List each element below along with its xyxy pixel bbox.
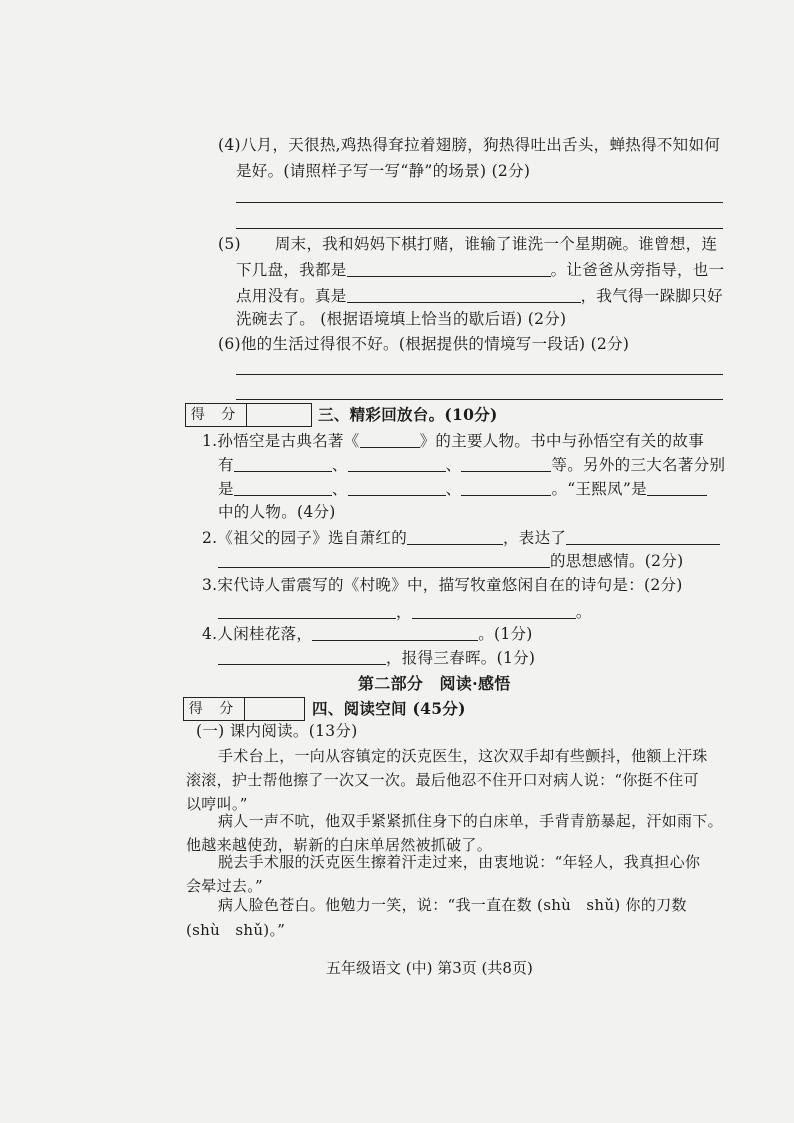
q5-line3: 点用没有。真是 ，我气得一跺脚只好	[236, 287, 723, 305]
s3-q2-blank-work[interactable]	[407, 528, 503, 545]
passage-p2-l2: 他越来越使劲，崭新的白床单居然被抓破了。	[186, 836, 493, 854]
section4-title: 四、阅读空间 (45分)	[312, 699, 466, 718]
s3-q2-blank-feeling1[interactable]	[566, 528, 720, 545]
passage-p4-l2: (shù shǔ)。”	[186, 921, 286, 939]
s3-q3-blank-2[interactable]	[412, 602, 576, 619]
q4-answer-line-1[interactable]	[236, 202, 723, 203]
s3-q2-blank-feeling2[interactable]	[218, 551, 550, 568]
s3-q1-blank-story2[interactable]	[348, 455, 446, 472]
q5-line2: 下几盘，我都是 。让爸爸从旁指导，也一	[236, 261, 725, 279]
s3-q1-line4: 中的人物。(4分)	[218, 503, 336, 521]
passage-p1-l3: 以哼叫。”	[186, 795, 248, 813]
section4-score-label: 得 分	[184, 698, 245, 720]
reading-subtitle: (一) 课内阅读。(13分)	[196, 722, 358, 740]
q6-answer-line-1[interactable]	[236, 374, 723, 375]
q6-line1: (6)他的生活过得很不好。(根据提供的情境写一段话) (2分)	[218, 335, 630, 353]
section4-score-field[interactable]	[245, 698, 304, 720]
s3-q4-line2: ，报得三春晖。(1分)	[218, 647, 535, 669]
q5-line4: 洗碗去了。 (根据语境填上恰当的歇后语) (2分)	[236, 310, 567, 328]
q5-blank-1[interactable]	[347, 260, 551, 277]
passage-p1-l2: 滚滚，护士帮他擦了一次又一次。最后他忍不住开口对病人说：“你挺不住可	[186, 771, 699, 789]
s3-q3-line1: 3.宋代诗人雷震写的《村晚》中，描写牧童悠闲自在的诗句是：(2分)	[202, 576, 683, 594]
q4-line1: (4)八月，天很热,鸡热得耷拉着翅膀，狗热得吐出舌头，蝉热得不知如何	[218, 136, 721, 154]
s3-q1-line1: 1.孙悟空是古典名著《 》的主要人物。书中与孙悟空有关的故事	[202, 432, 704, 450]
q5-blank-2[interactable]	[347, 286, 581, 303]
section3-title: 三、精彩回放台。(10分)	[318, 405, 498, 424]
s3-q3-line2: ， 。	[218, 601, 592, 623]
s3-q1-blank-novel2[interactable]	[348, 479, 446, 496]
part2-title: 第二部分 阅读·感悟	[358, 674, 511, 693]
s3-q1-blank-wangxifeng[interactable]	[647, 479, 707, 496]
passage-p3-l1: 脱去手术服的沃克医生擦着汗走过来，由衷地说：“年轻人，我真担心你	[218, 853, 701, 871]
q5-text1: 周末，我和妈妈下棋打赌，谁输了谁洗一个星期碗。谁曾想，连	[274, 235, 718, 253]
s3-q1-blank-novel1[interactable]	[234, 479, 332, 496]
passage-p2-l1: 病人一声不吭，他双手紧紧抓住身下的白床单，手背青筋暴起，汗如雨下。	[218, 812, 723, 830]
passage-p1-l1: 手术台上，一向从容镇定的沃克医生，这次双手却有些颤抖，他额上汗珠	[218, 747, 708, 765]
q5-number: (5)	[218, 235, 241, 253]
s3-q1-blank-novel3[interactable]	[461, 479, 551, 496]
s3-q4-line1: 4.人闲桂花落， 。(1分)	[202, 625, 533, 643]
page-footer: 五年级语文 (中) 第3页 (共8页)	[326, 959, 533, 977]
section4-score-box	[183, 697, 305, 721]
section3-score-field[interactable]	[247, 404, 311, 426]
s3-q2-line2: 的思想感情。(2分)	[218, 550, 683, 572]
q4-line2: 是好。(请照样子写一写“静”的场景) (2分)	[236, 162, 531, 180]
s3-q1-blank-book[interactable]	[360, 431, 420, 448]
s3-q1-line2: 有 、 、 等。另外的三大名著分别	[218, 456, 726, 474]
s3-q1-line3: 是 、 、 。“王熙凤”是	[218, 478, 707, 500]
q5-line1	[218, 233, 717, 255]
passage-p3-l2: 会晕过去。”	[186, 877, 263, 895]
s3-q4-blank-1[interactable]	[312, 624, 478, 641]
s3-q4-blank-2[interactable]	[218, 648, 386, 665]
s3-q2-line1: 2.《祖父的园子》选自萧红的 ，表达了	[202, 527, 720, 549]
q4-answer-line-2[interactable]	[236, 228, 723, 229]
passage-p4-l1: 病人脸色苍白。他勉力一笑，说：“我一直在数 (shù shǔ) 你的刀数	[218, 896, 687, 914]
s3-q1-blank-story3[interactable]	[461, 455, 551, 472]
s3-q1-blank-story1[interactable]	[234, 455, 332, 472]
s3-q3-blank-1[interactable]	[218, 602, 396, 619]
section3-score-label: 得 分	[186, 404, 247, 426]
q6-answer-line-2[interactable]	[236, 399, 723, 400]
section3-score-box	[185, 403, 312, 427]
